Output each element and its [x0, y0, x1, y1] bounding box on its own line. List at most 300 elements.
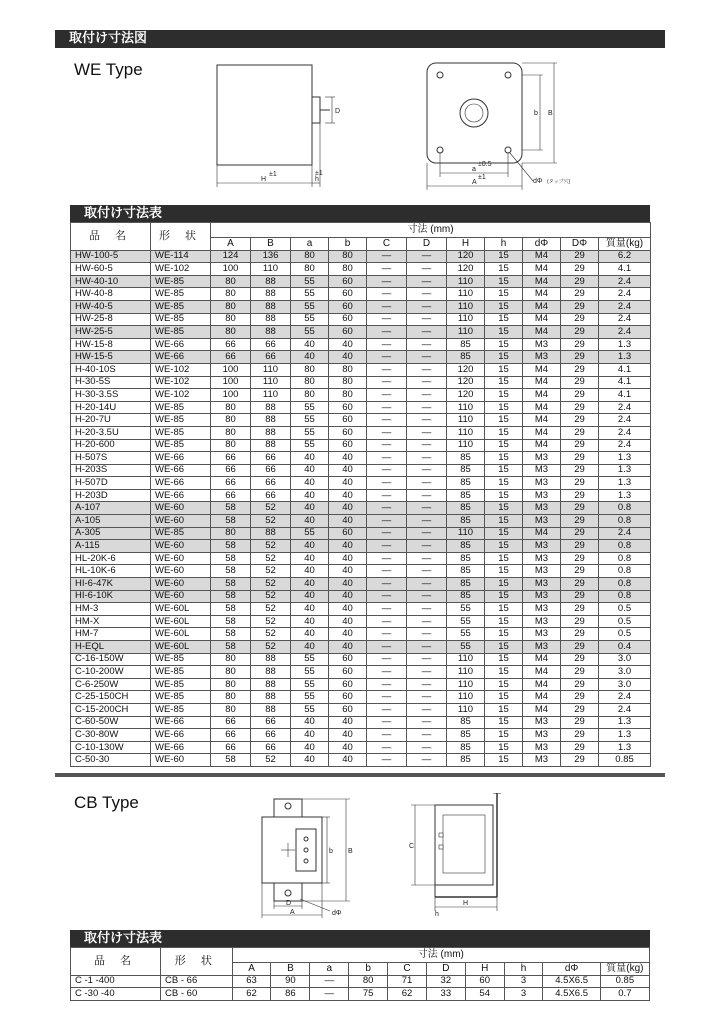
- value-cell: 40: [329, 552, 367, 565]
- value-cell: —: [407, 515, 447, 528]
- value-cell: 40: [291, 641, 329, 654]
- value-cell: 80: [211, 300, 251, 313]
- value-cell: 15: [485, 326, 523, 339]
- value-cell: 15: [485, 401, 523, 414]
- value-cell: 15: [485, 691, 523, 704]
- value-cell: 15: [485, 464, 523, 477]
- value-cell: M4: [523, 263, 561, 276]
- value-cell: 52: [251, 502, 291, 515]
- value-cell: 29: [561, 401, 599, 414]
- value-cell: 66: [251, 489, 291, 502]
- value-cell: —: [407, 678, 447, 691]
- value-cell: 58: [211, 590, 251, 603]
- value-cell: 15: [485, 263, 523, 276]
- value-cell: 90: [271, 975, 310, 988]
- value-cell: 88: [251, 275, 291, 288]
- shape-cell: WE-66: [151, 351, 211, 364]
- value-cell: 80: [291, 376, 329, 389]
- table-row: [71, 363, 651, 376]
- we-type-label: WE Type: [74, 60, 143, 79]
- table-row: [71, 641, 651, 654]
- dim-a: a: [472, 166, 476, 173]
- value-cell: —: [407, 250, 447, 263]
- value-cell: 60: [329, 414, 367, 427]
- we-col-header: D: [407, 238, 447, 251]
- cb-col-header: D: [426, 963, 465, 976]
- table-row: [71, 502, 651, 515]
- value-cell: —: [367, 250, 407, 263]
- table-row: [71, 338, 651, 351]
- value-cell: 63: [232, 975, 271, 988]
- value-cell: 60: [329, 666, 367, 679]
- value-cell: 80: [211, 678, 251, 691]
- table-row: [71, 489, 651, 502]
- value-cell: 3: [504, 975, 543, 988]
- model-name-cell: C -30 -40: [71, 988, 161, 1001]
- value-cell: 55: [291, 426, 329, 439]
- value-cell: 2.4: [599, 426, 651, 439]
- table-row: [71, 326, 651, 339]
- dim-a-tol: ±0.5: [478, 161, 492, 168]
- value-cell: 2.4: [599, 313, 651, 326]
- section-title: 取付け寸法図: [69, 31, 148, 46]
- value-cell: 40: [291, 552, 329, 565]
- value-cell: M3: [523, 477, 561, 490]
- value-cell: 15: [485, 653, 523, 666]
- shape-cell: WE-85: [151, 653, 211, 666]
- value-cell: M4: [523, 389, 561, 402]
- value-cell: 29: [561, 452, 599, 465]
- we-col-header: B: [251, 238, 291, 251]
- value-cell: 66: [211, 452, 251, 465]
- cb-dim-b: b: [329, 848, 333, 855]
- cb-col-header: 質量(kg): [600, 963, 649, 976]
- value-cell: 29: [561, 275, 599, 288]
- value-cell: —: [367, 540, 407, 553]
- value-cell: 66: [211, 741, 251, 754]
- value-cell: 80: [211, 288, 251, 301]
- value-cell: M3: [523, 716, 561, 729]
- value-cell: 29: [561, 502, 599, 515]
- value-cell: 60: [329, 313, 367, 326]
- value-cell: —: [407, 578, 447, 591]
- value-cell: 0.4: [599, 641, 651, 654]
- value-cell: —: [367, 754, 407, 767]
- value-cell: 58: [211, 754, 251, 767]
- value-cell: 29: [561, 464, 599, 477]
- value-cell: 60: [329, 326, 367, 339]
- value-cell: —: [407, 527, 447, 540]
- value-cell: 55: [291, 275, 329, 288]
- value-cell: M3: [523, 578, 561, 591]
- shape-cell: WE-66: [151, 741, 211, 754]
- value-cell: 29: [561, 615, 599, 628]
- table-row: [71, 653, 651, 666]
- value-cell: M3: [523, 338, 561, 351]
- value-cell: 110: [447, 426, 485, 439]
- value-cell: 100: [211, 389, 251, 402]
- cb-col-header: A: [232, 963, 271, 976]
- value-cell: 40: [329, 741, 367, 754]
- transformer-top-view-icon: [415, 55, 590, 200]
- table-row: [71, 741, 651, 754]
- value-cell: 85: [447, 729, 485, 742]
- value-cell: —: [407, 275, 447, 288]
- value-cell: 15: [485, 641, 523, 654]
- value-cell: 40: [329, 628, 367, 641]
- value-cell: 0.85: [600, 975, 649, 988]
- value-cell: 110: [447, 666, 485, 679]
- table-row: [71, 527, 651, 540]
- value-cell: M4: [523, 288, 561, 301]
- model-name-cell: C-50-30: [71, 754, 151, 767]
- value-cell: M3: [523, 515, 561, 528]
- value-cell: 29: [561, 439, 599, 452]
- value-cell: 58: [211, 641, 251, 654]
- dim-H: H: [261, 176, 267, 183]
- we-col-header: h: [485, 238, 523, 251]
- cb-dim-D: D: [286, 900, 292, 907]
- value-cell: 40: [291, 464, 329, 477]
- value-cell: 60: [329, 439, 367, 452]
- value-cell: 66: [251, 729, 291, 742]
- value-cell: 58: [211, 502, 251, 515]
- model-name-cell: HI-6-47K: [71, 578, 151, 591]
- value-cell: 2.4: [599, 691, 651, 704]
- value-cell: 55: [291, 703, 329, 716]
- shape-cell: WE-85: [151, 426, 211, 439]
- table-row: [71, 389, 651, 402]
- value-cell: —: [367, 313, 407, 326]
- value-cell: M3: [523, 615, 561, 628]
- value-cell: —: [367, 552, 407, 565]
- table-row: [71, 628, 651, 641]
- value-cell: 55: [447, 628, 485, 641]
- table-row: [71, 250, 651, 263]
- value-cell: 110: [447, 300, 485, 313]
- value-cell: M4: [523, 300, 561, 313]
- model-name-cell: C-16-150W: [71, 653, 151, 666]
- value-cell: 55: [291, 288, 329, 301]
- model-name-cell: HW-40-5: [71, 300, 151, 313]
- table-row: [71, 703, 651, 716]
- col-dims-header: 寸法 (mm): [211, 223, 651, 238]
- model-name-cell: A-305: [71, 527, 151, 540]
- value-cell: 110: [447, 313, 485, 326]
- value-cell: 15: [485, 666, 523, 679]
- value-cell: 15: [485, 300, 523, 313]
- value-cell: —: [407, 376, 447, 389]
- value-cell: 66: [211, 351, 251, 364]
- value-cell: M3: [523, 641, 561, 654]
- table-row: [71, 439, 651, 452]
- value-cell: 40: [329, 729, 367, 742]
- value-cell: 55: [447, 641, 485, 654]
- value-cell: —: [407, 401, 447, 414]
- value-cell: 75: [349, 988, 388, 1001]
- we-col-header: C: [367, 238, 407, 251]
- shape-cell: WE-85: [151, 527, 211, 540]
- cb-col-dims-header: 寸法 (mm): [232, 948, 649, 963]
- value-cell: 55: [291, 691, 329, 704]
- value-cell: 66: [251, 351, 291, 364]
- value-cell: M4: [523, 703, 561, 716]
- value-cell: 2.4: [599, 439, 651, 452]
- value-cell: 60: [329, 275, 367, 288]
- value-cell: 40: [291, 615, 329, 628]
- model-name-cell: C-10-200W: [71, 666, 151, 679]
- model-name-cell: H-20-3.5U: [71, 426, 151, 439]
- table-row: [71, 376, 651, 389]
- value-cell: 0.5: [599, 615, 651, 628]
- value-cell: 40: [329, 540, 367, 553]
- value-cell: 86: [271, 988, 310, 1001]
- value-cell: 40: [329, 351, 367, 364]
- value-cell: 85: [447, 754, 485, 767]
- value-cell: 40: [329, 452, 367, 465]
- table-row: [71, 401, 651, 414]
- value-cell: 15: [485, 376, 523, 389]
- value-cell: 66: [251, 477, 291, 490]
- cb-side-view-icon: [405, 793, 510, 918]
- model-name-cell: H-507S: [71, 452, 151, 465]
- value-cell: 29: [561, 389, 599, 402]
- value-cell: 60: [329, 426, 367, 439]
- value-cell: 80: [211, 527, 251, 540]
- we-table-title: 取付け寸法表: [84, 206, 163, 221]
- value-cell: 29: [561, 250, 599, 263]
- value-cell: —: [367, 452, 407, 465]
- value-cell: 40: [291, 351, 329, 364]
- model-name-cell: C-30-80W: [71, 729, 151, 742]
- shape-cell: WE-85: [151, 275, 211, 288]
- value-cell: —: [367, 263, 407, 276]
- model-name-cell: H-20-600: [71, 439, 151, 452]
- we-col-header: dΦ: [523, 238, 561, 251]
- value-cell: 4.5X6.5: [543, 975, 600, 988]
- value-cell: 40: [291, 578, 329, 591]
- value-cell: 29: [561, 565, 599, 578]
- value-cell: 80: [211, 401, 251, 414]
- value-cell: 2.4: [599, 300, 651, 313]
- value-cell: 40: [329, 464, 367, 477]
- value-cell: 52: [251, 515, 291, 528]
- value-cell: 60: [465, 975, 504, 988]
- value-cell: 85: [447, 565, 485, 578]
- value-cell: 55: [291, 439, 329, 452]
- value-cell: 66: [211, 489, 251, 502]
- value-cell: 80: [291, 263, 329, 276]
- value-cell: 110: [447, 527, 485, 540]
- value-cell: 40: [329, 338, 367, 351]
- value-cell: 60: [329, 703, 367, 716]
- value-cell: 80: [211, 326, 251, 339]
- table-row: [71, 729, 651, 742]
- value-cell: —: [407, 326, 447, 339]
- value-cell: 29: [561, 300, 599, 313]
- value-cell: M3: [523, 502, 561, 515]
- value-cell: 15: [485, 678, 523, 691]
- value-cell: M3: [523, 603, 561, 616]
- table-row: [71, 615, 651, 628]
- value-cell: 120: [447, 250, 485, 263]
- value-cell: 66: [211, 464, 251, 477]
- value-cell: 40: [329, 603, 367, 616]
- value-cell: 110: [447, 703, 485, 716]
- value-cell: 52: [251, 590, 291, 603]
- value-cell: 29: [561, 666, 599, 679]
- cb-table-title: 取付け寸法表: [84, 931, 163, 946]
- value-cell: 85: [447, 502, 485, 515]
- value-cell: 15: [485, 741, 523, 754]
- value-cell: —: [367, 401, 407, 414]
- value-cell: 40: [291, 515, 329, 528]
- value-cell: 0.8: [599, 590, 651, 603]
- value-cell: 15: [485, 590, 523, 603]
- we-dimension-table: [70, 222, 651, 767]
- value-cell: —: [367, 716, 407, 729]
- value-cell: 29: [561, 716, 599, 729]
- value-cell: 66: [251, 741, 291, 754]
- value-cell: —: [407, 754, 447, 767]
- value-cell: 55: [291, 653, 329, 666]
- value-cell: —: [407, 313, 447, 326]
- value-cell: 15: [485, 754, 523, 767]
- value-cell: 29: [561, 515, 599, 528]
- model-name-cell: H-EQL: [71, 641, 151, 654]
- model-name-cell: HW-25-8: [71, 313, 151, 326]
- value-cell: 0.5: [599, 603, 651, 616]
- col-name-header: 品 名: [71, 223, 151, 251]
- model-name-cell: HW-60-5: [71, 263, 151, 276]
- cb-dim-H: H: [463, 900, 469, 907]
- cb-col-header: h: [504, 963, 543, 976]
- value-cell: —: [367, 691, 407, 704]
- value-cell: 40: [291, 502, 329, 515]
- value-cell: 40: [329, 502, 367, 515]
- cb-dim-h: h: [435, 911, 439, 918]
- value-cell: 1.3: [599, 338, 651, 351]
- shape-cell: WE-85: [151, 439, 211, 452]
- value-cell: 80: [329, 376, 367, 389]
- value-cell: 110: [447, 439, 485, 452]
- cb-front-view-icon: [250, 793, 370, 923]
- value-cell: M4: [523, 401, 561, 414]
- model-name-cell: HW-25-5: [71, 326, 151, 339]
- value-cell: 40: [329, 641, 367, 654]
- value-cell: 110: [447, 653, 485, 666]
- value-cell: 1.3: [599, 716, 651, 729]
- value-cell: M4: [523, 414, 561, 427]
- shape-cell: WE-60: [151, 540, 211, 553]
- value-cell: 0.8: [599, 552, 651, 565]
- value-cell: M4: [523, 439, 561, 452]
- value-cell: 29: [561, 351, 599, 364]
- value-cell: M4: [523, 376, 561, 389]
- value-cell: —: [407, 414, 447, 427]
- model-name-cell: H-30-5S: [71, 376, 151, 389]
- value-cell: 0.7: [600, 988, 649, 1001]
- value-cell: 58: [211, 578, 251, 591]
- value-cell: 15: [485, 489, 523, 502]
- value-cell: 58: [211, 540, 251, 553]
- value-cell: 40: [329, 489, 367, 502]
- value-cell: —: [407, 540, 447, 553]
- value-cell: 2.4: [599, 275, 651, 288]
- value-cell: 120: [447, 263, 485, 276]
- value-cell: 55: [291, 326, 329, 339]
- cb-dim-C: C: [409, 843, 415, 850]
- shape-cell: WE-85: [151, 300, 211, 313]
- value-cell: M4: [523, 326, 561, 339]
- value-cell: 29: [561, 603, 599, 616]
- value-cell: —: [407, 590, 447, 603]
- value-cell: 15: [485, 338, 523, 351]
- value-cell: 55: [291, 401, 329, 414]
- value-cell: —: [367, 439, 407, 452]
- value-cell: 88: [251, 678, 291, 691]
- value-cell: 124: [211, 250, 251, 263]
- table-row: [71, 477, 651, 490]
- value-cell: —: [407, 703, 447, 716]
- model-name-cell: HM-7: [71, 628, 151, 641]
- value-cell: 52: [251, 540, 291, 553]
- value-cell: —: [367, 641, 407, 654]
- dim-h-tol: ±1: [315, 170, 323, 177]
- table-row: [71, 313, 651, 326]
- value-cell: —: [367, 363, 407, 376]
- value-cell: 100: [211, 263, 251, 276]
- value-cell: 40: [329, 590, 367, 603]
- value-cell: 4.1: [599, 376, 651, 389]
- value-cell: 88: [251, 313, 291, 326]
- value-cell: —: [367, 578, 407, 591]
- value-cell: —: [367, 414, 407, 427]
- dim-b: b: [534, 110, 538, 117]
- value-cell: 29: [561, 653, 599, 666]
- value-cell: 62: [388, 988, 427, 1001]
- value-cell: M4: [523, 426, 561, 439]
- value-cell: 136: [251, 250, 291, 263]
- value-cell: 52: [251, 615, 291, 628]
- value-cell: 29: [561, 741, 599, 754]
- model-name-cell: HW-100-5: [71, 250, 151, 263]
- value-cell: —: [367, 603, 407, 616]
- value-cell: 80: [211, 275, 251, 288]
- value-cell: 15: [485, 363, 523, 376]
- value-cell: M3: [523, 351, 561, 364]
- table-row: [71, 515, 651, 528]
- shape-cell: WE-85: [151, 703, 211, 716]
- value-cell: 29: [561, 326, 599, 339]
- cb-col-header: B: [271, 963, 310, 976]
- value-cell: 88: [251, 527, 291, 540]
- value-cell: 54: [465, 988, 504, 1001]
- value-cell: 66: [251, 452, 291, 465]
- value-cell: 32: [426, 975, 465, 988]
- value-cell: 29: [561, 288, 599, 301]
- model-name-cell: H-203D: [71, 489, 151, 502]
- value-cell: 66: [251, 716, 291, 729]
- value-cell: 40: [291, 729, 329, 742]
- cb-dimension-table: [70, 947, 650, 1001]
- value-cell: —: [407, 666, 447, 679]
- value-cell: 80: [211, 653, 251, 666]
- shape-cell: WE-85: [151, 288, 211, 301]
- value-cell: —: [407, 300, 447, 313]
- value-cell: 15: [485, 288, 523, 301]
- value-cell: 88: [251, 666, 291, 679]
